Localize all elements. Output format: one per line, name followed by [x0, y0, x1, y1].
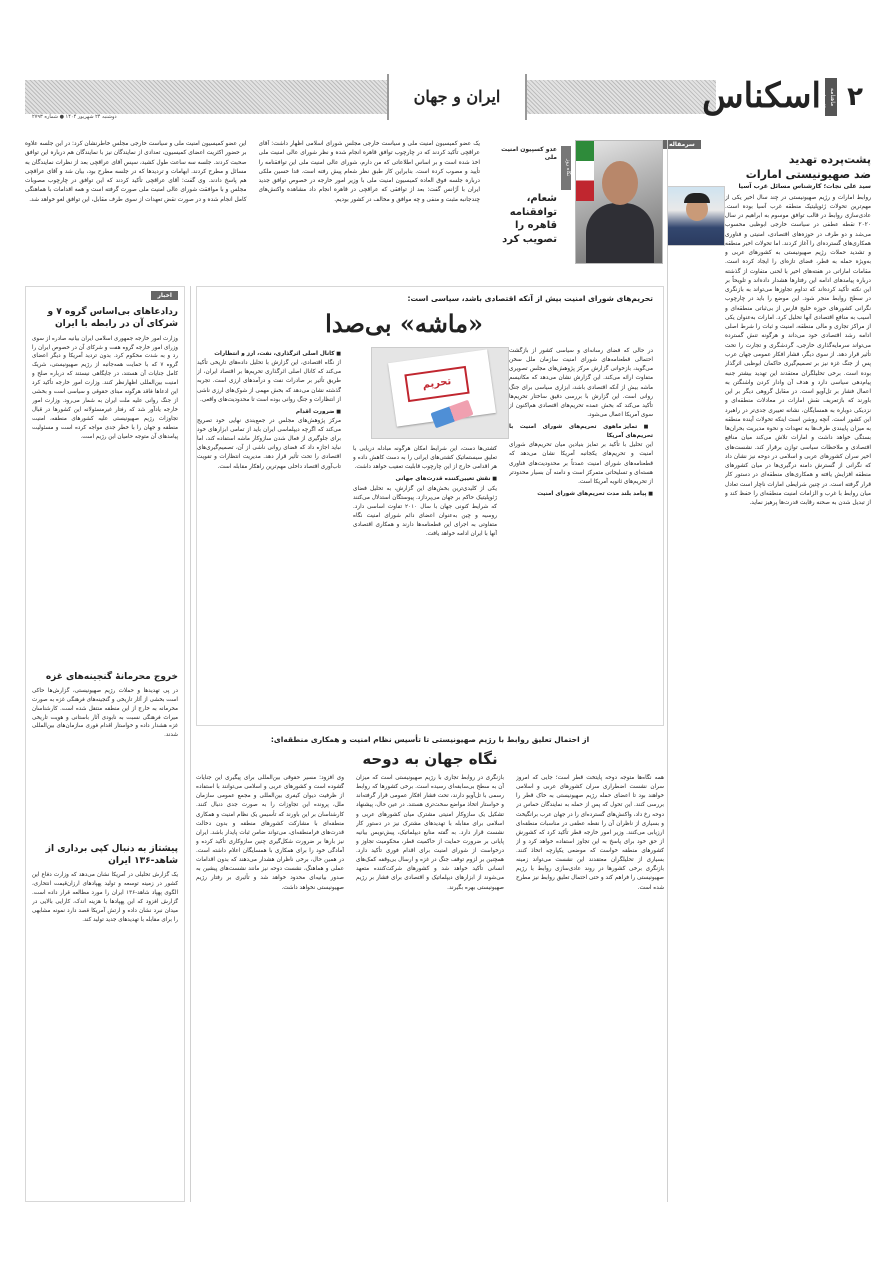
feature-subhead: ■ ضرورت اقدام: [197, 408, 341, 417]
news-label: اخبار: [151, 291, 178, 300]
feature-paragraph: مرکز پژوهش‌های مجلس در جمع‌بندی نهایی خود تصریح می‌کند که اگرچه دیپلماسی ایران باید از تمامی ابزارهای خود برای جلوگیری از فعال شدن سازوکار ماشه استفاده کند، اما نباید اجازه داد که فضای روانی ناشی از آن، تصمیم‌گیری‌های اقتصادی را تحت تأثیر قرار دهد. مدیریت انتظارات و تقویت تاب‌آوری اقتصاد داخلی مهم‌ترین راهکار مقابله است.: [197, 417, 341, 470]
logo-tagline: ماهنامه اقتصادی: [825, 78, 837, 116]
feature-subhead: ■ تمایز ماهوی تحریم‌های شورای امنیت با تحریم‌های آمریکا: [509, 423, 653, 441]
feature-paragraph: این تحلیل با تأکید بر تمایز بنیادین میان تحریم‌های شورای امنیت و تحریم‌های یکجانبه آمریکا نشان می‌دهد که قطعنامه‌های شورای امنیت عمدتاً بر محدودیت‌های فناوری هسته‌ای و تسلیحاتی متمرکز است و دامنه آن بسیار محدودتر از تحریم‌های ثانویه آمریکا است.: [509, 442, 653, 485]
doha-col-3: وی افزود: مسیر حقوقی بین‌المللی برای پیگیری این جنایات گشوده است و کشورهای عربی و اسلامی می‌توانند با استفاده از ظرفیت دیوان کیفری بین‌المللی و مجمع عمومی سازمان ملل، پرونده این تجاوزات را به صورت جدی دنبال کنند. کارشناسان بر این باورند که تأسیس یک نظام امنیت و همکاری منطقه‌ای با مشارکت کشورهای منطقه و بدون دخالت قدرت‌های فرامنطقه‌ای، می‌تواند ضامن ثبات پایدار باشد. ایران نیز بارها بر ضرورت شکل‌گیری چنین سازوکاری تأکید کرده و آمادگی خود را برای همکاری با همسایگان اعلام داشته است. در همین حال، برخی ناظران هشدار می‌دهند که بدون اقدامات عملی و هماهنگ، نشست دوحه نیز مانند نشست‌های پیشین به صدور بیانیه‌ای محدود خواهد شد و تأثیری بر رفتار رژیم صهیونیستی نخواهد داشت.: [196, 775, 344, 891]
news-headline: پیشتاز به دنبال کپی برداری از شاهد-۱۳۶ ایران: [45, 843, 178, 866]
sanctions-illustration: [371, 347, 509, 439]
section-title: ایران و جهان: [387, 74, 527, 120]
page-number: ۲: [847, 82, 863, 112]
doha-title: نگاه جهان به دوحه: [362, 749, 498, 768]
commentary-block: [25, 140, 663, 268]
feature-kicker: تحریم‌های شورای امنیت بیش از آنکه اقتصادی باشد، سیاسی است:: [407, 294, 653, 303]
editorial-title-line-2: ضد صهیونیستی امارات: [745, 167, 871, 181]
feature-col-3: [197, 347, 341, 717]
newspaper-logo: اسکناس: [702, 76, 821, 116]
feature-article: [196, 286, 664, 726]
column-divider: [190, 286, 191, 1202]
feature-paragraph: یکی از کلیدی‌ترین بخش‌های این گزارش، به تحلیل فضای ژئوپلیتیک حاکم بر جهان می‌پردازد. پیوستگان استدلال می‌کنند که شرایط کنونی جهان با سال ۲۰۱۰ تفاوت اساسی دارد. روسیه و چین به‌عنوان اعضای دائم شورای امنیت نگاه متفاوتی به اجرای این قطعنامه‌ها دارند و همکاری اقتصادی آنها با ایران ادامه خواهد یافت.: [353, 485, 497, 538]
editorial-byline: سید علی نجات؛ کارشناس مسائل غرب آسیا: [738, 182, 871, 190]
news-headline: خروج محرمانهٔ گنجینه‌های غزه: [45, 671, 178, 682]
editorial-headline: [663, 149, 871, 182]
commentary-tag: نگاه روز: [561, 146, 571, 190]
sanctions-stamp: تحریم: [404, 366, 469, 402]
news-body: وزارت امور خارجه جمهوری اسلامی ایران بیانیه صادره از سوی وزرای امور خارجه گروه هفت و شرکای آن در خصوص ایران را رد و به شدت محکوم کرد. بدون تردید آمریکا و دیگر اعضای گروه ۷ که با حمایت همه‌جانبه از رژیم صهیونیستی، شریک کامل جنایات آن هستند، در جایگاهی نیستند که درباره صلح و امنیت بین‌المللی اظهارنظر کنند. وزارت امور خارجه تأکید کرد این ادعاها فاقد هرگونه مبنای حقوقی و سیاسی است و بخشی از جنگ روانی علیه ملت ایران به شمار می‌رود. وزارت امور خارجه یادآور شد که رفتار غیرمسئولانه این کشورها در قبال تجاوزات رژیم صهیونیستی علیه کشورهای منطقه، امنیت منطقه و جهان را با خطر جدی مواجه کرده است و مسئولیت پیامدهای آن متوجه حامیان این رژیم است.: [32, 335, 178, 440]
commentary-col: این عضو کمیسیون امنیت ملی و سیاست خارجی مجلس خاطرنشان کرد: در این جلسه علاوه بر حضور اکثریت اعضای کمیسیون، تعدادی از نمایندگان نیز با نمایندگان هم درباره این توافق صحبت کردند. جلسه سه ساعت طول کشید، سپس آقای عراقچی بعد از نظرات نمایندگان به مسائل و مطرح کردند. ابهامات و تردیدها که در جلسه مطرح بود، بیان شد و آقای عراقچی هم پاسخ دادند. وی گفت: آقای عراقچی تأکید کردند که این توافق در چارچوب مصوبات مجلس و با موافقت شورای عالی امنیت ملی صورت گرفته است و همه اقدامات با هماهنگی کامل انجام شده و در صورت نقض تعهدات از سوی طرف مقابل، این توافق لغو خواهد شد.: [25, 141, 247, 203]
editorial-title-line-1: پشت‌پرده تهدید: [788, 153, 871, 167]
commentary-author: عدو کسپیون امنیت ملی: [501, 146, 557, 162]
doha-col-2: بازنگری در روابط تجاری با رژیم صهیونیستی است که میزان آن به سطح بی‌سابقه‌ای رسیده است. برخی کشورها که روابط رسمی با تل‌آویو دارند، تحت فشار افکار عمومی قرار گرفته‌اند و خواستار اتخاذ مواضع سخت‌تری هستند. در عین حال، پیشنهاد تشکیل یک سازوکار امنیتی مشترک میان کشورهای عربی و اسلامی برای مقابله با تهدیدهای مشترک نیز در دستور کار نشست قرار دارد. به گفته منابع دیپلماتیک، پیش‌نویس بیانیه پایانی بر ضرورت حمایت از حاکمیت قطر، محکومیت تجاوز و درخواست از شورای امنیت برای اقدام فوری تأکید دارد. همچنین بر لزوم توقف جنگ در غزه و ارسال بی‌وقفه کمک‌های انسانی تأکید خواهد شد و کشورهای شرکت‌کننده متعهد می‌شوند از ابزارهای دیپلماتیک و اقتصادی برای فشار بر رژیم صهیونیستی بهره بگیرند.: [356, 775, 504, 891]
feature-paragraph: در حالی که فضای رسانه‌ای و سیاسی کشور از بازگشت احتمالی قطعنامه‌های شورای امنیت سازمان ملل سخن می‌گوید، بازخوانی گزارش مرکز پژوهش‌های مجلس تصویری متفاوت ارائه می‌کند. این گزارش نشان می‌دهد که مکانیسم ماشه بیش از آنکه اقتصادی باشد، ابزاری سیاسی برای جنگ روانی است. این گزارش با بررسی دقیق ساختار تحریم‌ها تأکید می‌کند که بخش عمده تحریم‌های اقتصادی هم‌اکنون از سوی آمریکا اعمال می‌شود.: [509, 348, 653, 418]
feature-col-1: [509, 347, 653, 717]
column-divider: [667, 140, 668, 1202]
masthead: [25, 74, 871, 120]
commentary-col: یک عضو کمیسیون امنیت ملی و سیاست خارجی مجلس شورای اسلامی اظهار داشت: آقای عراقچی تأکید کردند که در چارچوب توافق قاهره انجام شده و نظر شورای عالی امنیت ملی اخذ شده است و بر اساس اطلاعاتی که من دارم، شورای عالی امنیت ملی این توافقنامه را تأیید و مصوب کرده است. بنابراین کار طبق نظر شعام پیش رفته است. قدا حسین ملکی درباره جلسه فوق العاده کمیسیون امنیت ملی با وزیر امور خارجه در خصوص توافق جدید ایران با آژانس گفت: بعد از توافقی که عراقچی در قاهره انجام داد مشاهده واکنش‌های چندجانبه مثبت و منفی و چه موافق و مخالف در کشور بودیم.: [258, 141, 480, 203]
doha-col-1: همه نگاه‌ها متوجه دوحه پایتخت قطر است؛ جایی که امروز سران نشست اضطراری سران کشورهای عربی و اسلامی خواهند بود تا اعضای حمله رژیم صهیونیستی به خاک قطر را بررسی کنند. این تحول که پس از حمله به نمایندگان حماس در دوحه رخ داد، واکنش‌های گسترده‌ای را در جهان عرب برانگیخت و بسیاری از ناظران آن را نقطه عطفی در مناسبات منطقه‌ای ارزیابی می‌کنند. وزیر امور خارجه قطر تأکید کرد که کشورش از حق خود برای پاسخ به این تجاوز استفاده خواهد کرد و از کشورهای منطقه خواست که موضعی یکپارچه اتخاذ کنند. بسیاری از تحلیلگران معتقدند این نشست می‌تواند زمینه بازنگری برخی کشورها در روند عادی‌سازی روابط با رژیم صهیونیستی را فراهم کند و حتی احتمال تعلیق روابط نیز مطرح شده است.: [516, 775, 664, 891]
doha-article: [196, 734, 664, 1204]
feature-paragraph: از نگاه اقتصادی، این گزارش با تحلیل داده‌های تاریخی تأکید می‌کند که کانال اصلی اثرگذاری تحریم‌ها بر اقتصاد ایران، از طریق تأثیر بر صادرات نفت و درآمدهای ارزی است. تجربه گذشته نشان می‌دهد که بخش مهمی از شوک‌های ارزی ناشی از انتظارات و جنگ روانی بوده است تا محدودیت‌های واقعی.: [197, 360, 341, 403]
commentary-title: شعام، توافقنامه قاهره را تصویب کرد: [502, 193, 557, 245]
news-body: یک گزارش تحلیلی در آمریکا نشان می‌دهد که وزارت دفاع این کشور در زمینه توسعه و تولید پهپادهای ارزان‌قیمت انتحاری، الگوی پهپاد شاهد-۱۳۶ ایران را مورد مطالعه قرار داده است. گزارش افزود که این پهپادها با هزینه اندک، کارایی بالایی در میدان نبرد نشان داده و ارتش آمریکا قصد دارد نمونه مشابهی را برای مقابله با تهدیدهای جدید تولید کند.: [32, 872, 178, 923]
news-body: در پی تهدیدها و حملات رژیم صهیونیستی، گزارش‌ها حاکی است بخشی از آثار تاریخی و گنجینه‌های فرهنگی غزه به صورت محرمانه به خارج از این منطقه منتقل شده است. کارشناسان میراث فرهنگی نسبت به نابودی آثار باستانی و هویت تاریخی غزه هشدار داده و خواستار اقدام فوری سازمان‌های بین‌المللی شدند.: [32, 687, 178, 739]
editorial-body: روابط امارات و رژیم صهیونیستی در چند سال اخیر یکی از مهم‌ترین تحولات ژئوپلیتیک منطقه غرب آسیا بوده است. عادی‌سازی روابط در قالب توافق موسوم به ابراهیم در سال ۲۰۲۰ نقطه عطفی در سیاست خارجی ابوظبی محسوب می‌شد و دو طرف در حوزه‌های اقتصادی، امنیتی و فناوری همکاری‌های گسترده‌ای را آغاز کردند. اما تحولات اخیر منطقه و تشدید حملات رژیم صهیونیستی به کشورهای عربی و به‌ویژه حمله به قطر، فضای تازه‌ای را ایجاد کرده است. مقامات اماراتی در هفته‌های اخیر با لحنی متفاوت از گذشته درباره پیامدهای ادامه این رفتارها هشدار داده‌اند و تلویحاً بر این نکته تأکید کرده‌اند که تداوم تجاوزها می‌تواند به بازنگری در سطح روابط منجر شود. این موضع را باید در چارچوب نگرانی کشورهای حوزه خلیج فارس از بی‌ثباتی منطقه‌ای و آسیب به منافع اقتصادی آنها تحلیل کرد. امارات به‌عنوان یکی از مراکز تجاری و مالی منطقه، امنیت و ثبات را شرط اصلی ادامه رشد اقتصادی خود می‌داند و هرگونه تنش گسترده می‌تواند سرمایه‌گذاری خارجی، گردشگری و تجارت را تحت تأثیر قرار دهد. از سوی دیگر، فشار افکار عمومی جهان عرب پس از جنگ غزه نیز بر تصمیم‌گیری حاکمان ابوظبی اثرگذار بوده است. برخی تحلیلگران معتقدند این تهدید بیشتر جنبه پیام‌دهی سیاسی دارد و هدف آن وادار کردن واشنگتن به اعمال فشار بر تل‌آویو است. در مقابل گروهی دیگر بر این باورند که بازتعریف نقش امارات در معادلات منطقه‌ای و نزدیکی دوباره به همسایگان، نشانه تغییری جدی‌تر در راهبرد این کشور است. آنچه روشن است اینکه تحولات آینده منطقه به میزان پایبندی طرف‌ها به تعهدات و نحوه مدیریت بحران‌ها بستگی خواهد داشت و امارات تلاش می‌کند میان منافع اقتصادی و ملاحظات سیاسی توازن برقرار کند. نشست‌های اخیر سران کشورهای عربی و اسلامی در دوحه نیز نشان داد که نگرانی از گسترش دامنه درگیری‌ها در میان کشورهای منطقه افزایش یافته و همکاری‌های منطقه‌ای در دستور کار قرار گرفته است. در چنین شرایطی امارات ناچار است تعادل میان روابط با غرب و الزامات امنیت منطقه‌ای را حفظ کند و از تبدیل شدن به صحنه رقابت قدرت‌ها پرهیز نماید.: [725, 194, 871, 507]
author-photo: [575, 140, 663, 264]
issue-date-line: دوشنبه ۲۴ شهریور ۱۴۰۴ ● شماره ۲۷۹۳: [29, 114, 120, 122]
feature-title: «ماشه» بی‌صدا: [325, 309, 483, 338]
editorial-label: سرمقاله: [663, 140, 701, 149]
editorial-author-photo: [667, 186, 725, 246]
feature-paragraph: کشتی‌ها دست، این شرایط امکان هرگونه مبادله دریایی با تعلیق سیستماتیک کشتی‌های ایرانی را به دست کاهش داده و هر اقدامی خارج از این چارچوب قابلیت تعقیب خواهد داشت.: [353, 446, 497, 471]
news-headline: ردادعاهای بی‌اساس گروه ۷ و شرکای آن در رابطه با ایران: [47, 307, 178, 330]
feature-subhead: ■ نقش تعیین‌کننده قدرت‌های جهانی: [353, 475, 497, 484]
news-column: [25, 286, 185, 1202]
feature-col-2: [353, 445, 497, 717]
feature-subhead: ■ پیامد بلند مدت تحریم‌های شورای امنیت: [509, 490, 653, 499]
iran-flag-icon: [576, 141, 594, 201]
doha-kicker: از احتمال تعلیق روابط با رژیم صهیونیستی تا تأسیس نظام امنیت و همکاری منطقه‌ای:: [270, 735, 590, 744]
commentary-body: [25, 140, 480, 264]
header-stripe: [25, 80, 716, 114]
feature-subhead: ■ کانال اصلی اثرگذاری، نفت، ارز و انتظارات: [197, 350, 341, 359]
editorial-column: [663, 140, 871, 1200]
